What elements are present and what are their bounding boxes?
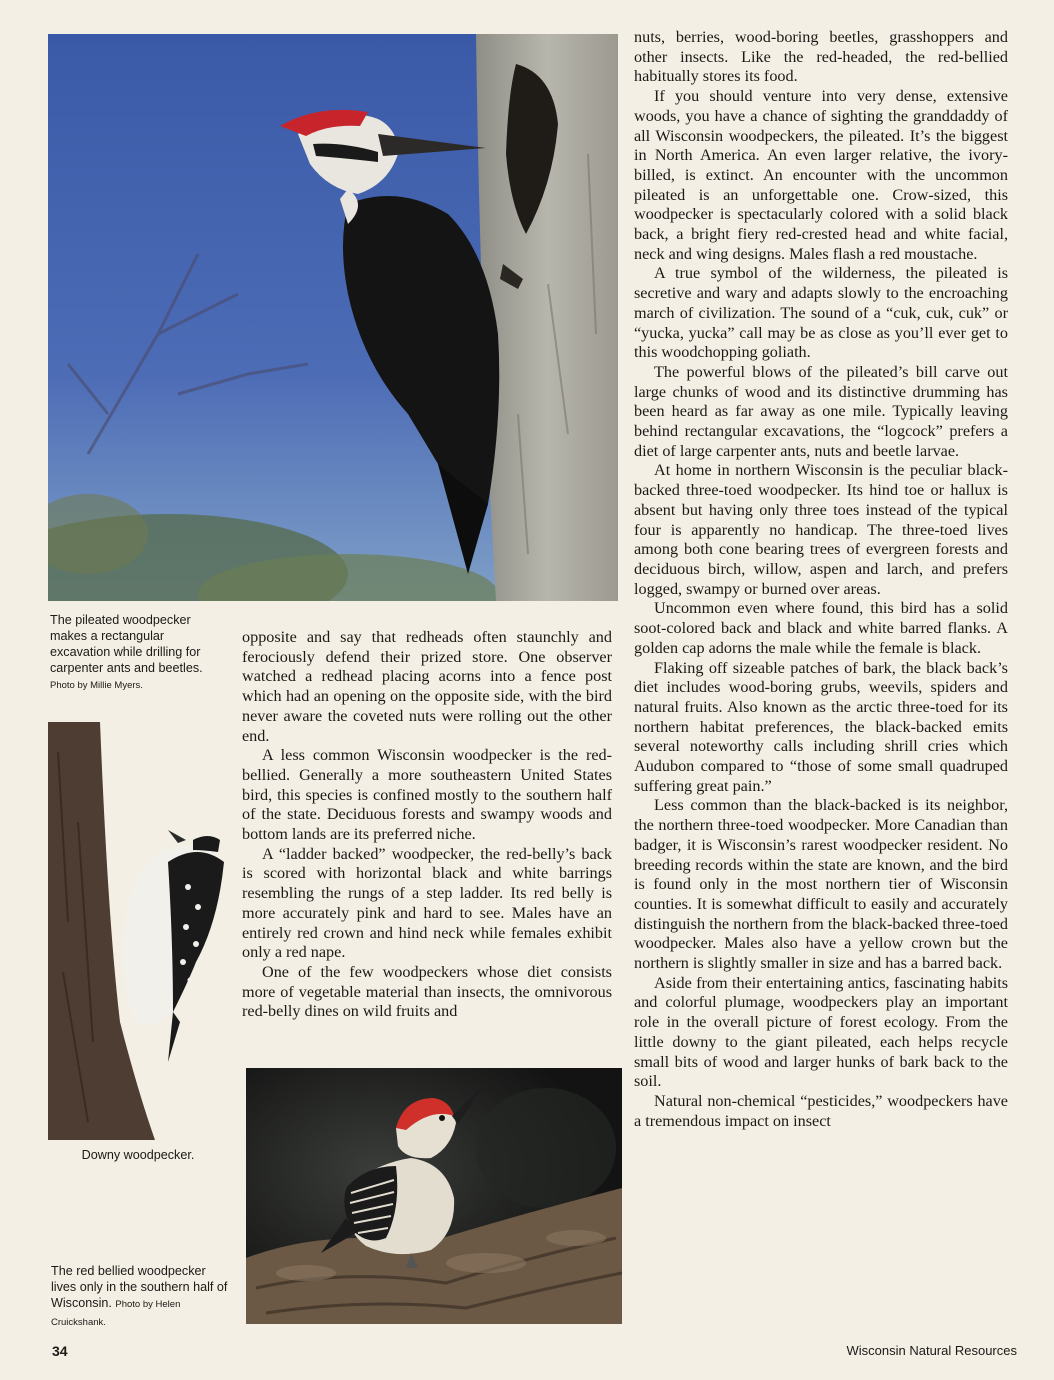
paragraph: Aside from their entertaining antics, fascinating habits and colorful plumage, woodpeckers play an important role in the overall picture of forest ecology. From the little downy to the giant pileated, each helps recycle small bits of wood and larger hunks of bark back to the soil. — [634, 973, 1008, 1091]
right-text-column — [634, 28, 1008, 1131]
paragraph: The powerful blows of the pileated’s bill carve out large chunks of wood and its distinctive drumming has been heard as far away as one mile. Typically leaving behind rectangular excavations, the “logcock” prefers a diet of large carpenter ants, nuts and beetle larvae. — [634, 362, 1008, 460]
caption-text: The red bellied woodpecker lives only in the southern half of Wisconsin. — [51, 1264, 228, 1310]
redbellied-photo-caption — [51, 1263, 229, 1331]
paragraph: A true symbol of the wilderness, the pileated is secretive and wary and adapts slowly to the encroaching march of civilization. The sound of a “cuk, cuk, cuk” or “yucka, yucka” call may be as close as you’ll ever get to this woodchopping goliath. — [634, 264, 1008, 362]
paragraph: At home in northern Wisconsin is the peculiar black-backed three-toed woodpecker. Its hind toe or hallux is absent but having only three toes instead of the typical four is apparently no handicap. The three-toed lives among both cone bearing trees of evergreen forests and deciduous birch, willow, aspen and larch, and prefers logged, swampy or burned over areas. — [634, 461, 1008, 598]
paragraph: Flaking off sizeable patches of bark, the black back’s diet includes wood-boring grubs, weevils, spiders and natural fruits. Also known as the arctic three-toed for its northern habitat preferences, the black-backed emits several noteworthy calls including shrill cries which Audubon compared to “those of some small quadruped suffering great pain.” — [634, 658, 1008, 795]
paragraph: Natural non-chemical “pesticides,” woodpeckers have a tremendous impact on insect — [634, 1091, 1008, 1130]
paragraph: nuts, berries, wood-boring beetles, grasshoppers and other insects. Like the red-headed, the red-bellied habitually stores its food. — [634, 28, 1008, 86]
page-number: 34 — [52, 1343, 68, 1359]
downy-woodpecker-photo — [48, 722, 226, 1140]
pileated-woodpecker-photo — [48, 34, 618, 601]
paragraph: A less common Wisconsin woodpecker is the red-bellied. Generally a more southeastern United States bird, this species is confined mostly to the southern half of the state. Deciduous forests and swampy woods and bottom lands are its preferred niche. — [242, 746, 612, 844]
redbellied-woodpecker-photo — [246, 1068, 622, 1324]
publication-name: Wisconsin Natural Resources — [846, 1343, 1017, 1358]
paragraph: One of the few woodpeckers whose diet consists more of vegetable material than insects, the omnivorous red-belly dines on wild fruits and — [242, 962, 612, 1021]
paragraph: opposite and say that redheads often staunchly and ferociously defend their prized store. One observer watched a redhead placing acorns into a fence post which had an opening on the opposite side, with the bird never aware the coveted nuts were rolling out the other end. — [242, 628, 612, 745]
paragraph: Uncommon even where found, this bird has a solid soot-colored back and black and white barred flanks. A golden cap adorns the male while the female is black. — [634, 599, 1008, 657]
caption-text: The pileated woodpecker makes a rectangular excavation while drilling for carpenter ants and beetles. — [50, 613, 203, 675]
paragraph: A “ladder backed” woodpecker, the red-belly’s back is scored with horizontal black and white barrings resembling the rungs of a step ladder. Its red belly is more accurately pink and hard to see. Males have an entirely red crown and hind neck while females exhibit only a red nape. — [242, 844, 612, 962]
photo-credit: Photo by Millie Myers. — [50, 680, 143, 691]
paragraph: Less common than the black-backed is its neighbor, the northern three-toed woodpecker. More Canadian than badger, it is Wisconsin’s rarest woodpecker resident. No breeding records within the state are known, and the bird is found only in the most northern tier of Wisconsin counties. It is somewhat difficult to easily and accurately distinguish the northern from the black-backed three-toed woodpecker. Males also have a yellow crown but the northern is slightly smaller in size and has a barred back. — [634, 796, 1008, 973]
photo-credit: Photo by Helen Cruickshank. — [51, 1299, 181, 1328]
caption-text: Downy woodpecker. — [81, 1148, 195, 1162]
pileated-photo-caption — [50, 612, 225, 694]
paragraph: If you should venture into very dense, extensive woods, you have a chance of sighting the granddaddy of all Wisconsin woodpeckers, the pileated. It’s the biggest in North America. An even larger relative, the ivory-billed, is extinct. An encounter with the uncommon pileated is an unforgettable one. Crow-sized, this woodpecker is spectacularly colored with a solid black back, a bright fiery red-crested head and white facial, neck and wing designs. Males flash a red moustache. — [634, 87, 1008, 263]
middle-text-column — [242, 628, 612, 1022]
downy-photo-caption — [50, 1147, 226, 1163]
